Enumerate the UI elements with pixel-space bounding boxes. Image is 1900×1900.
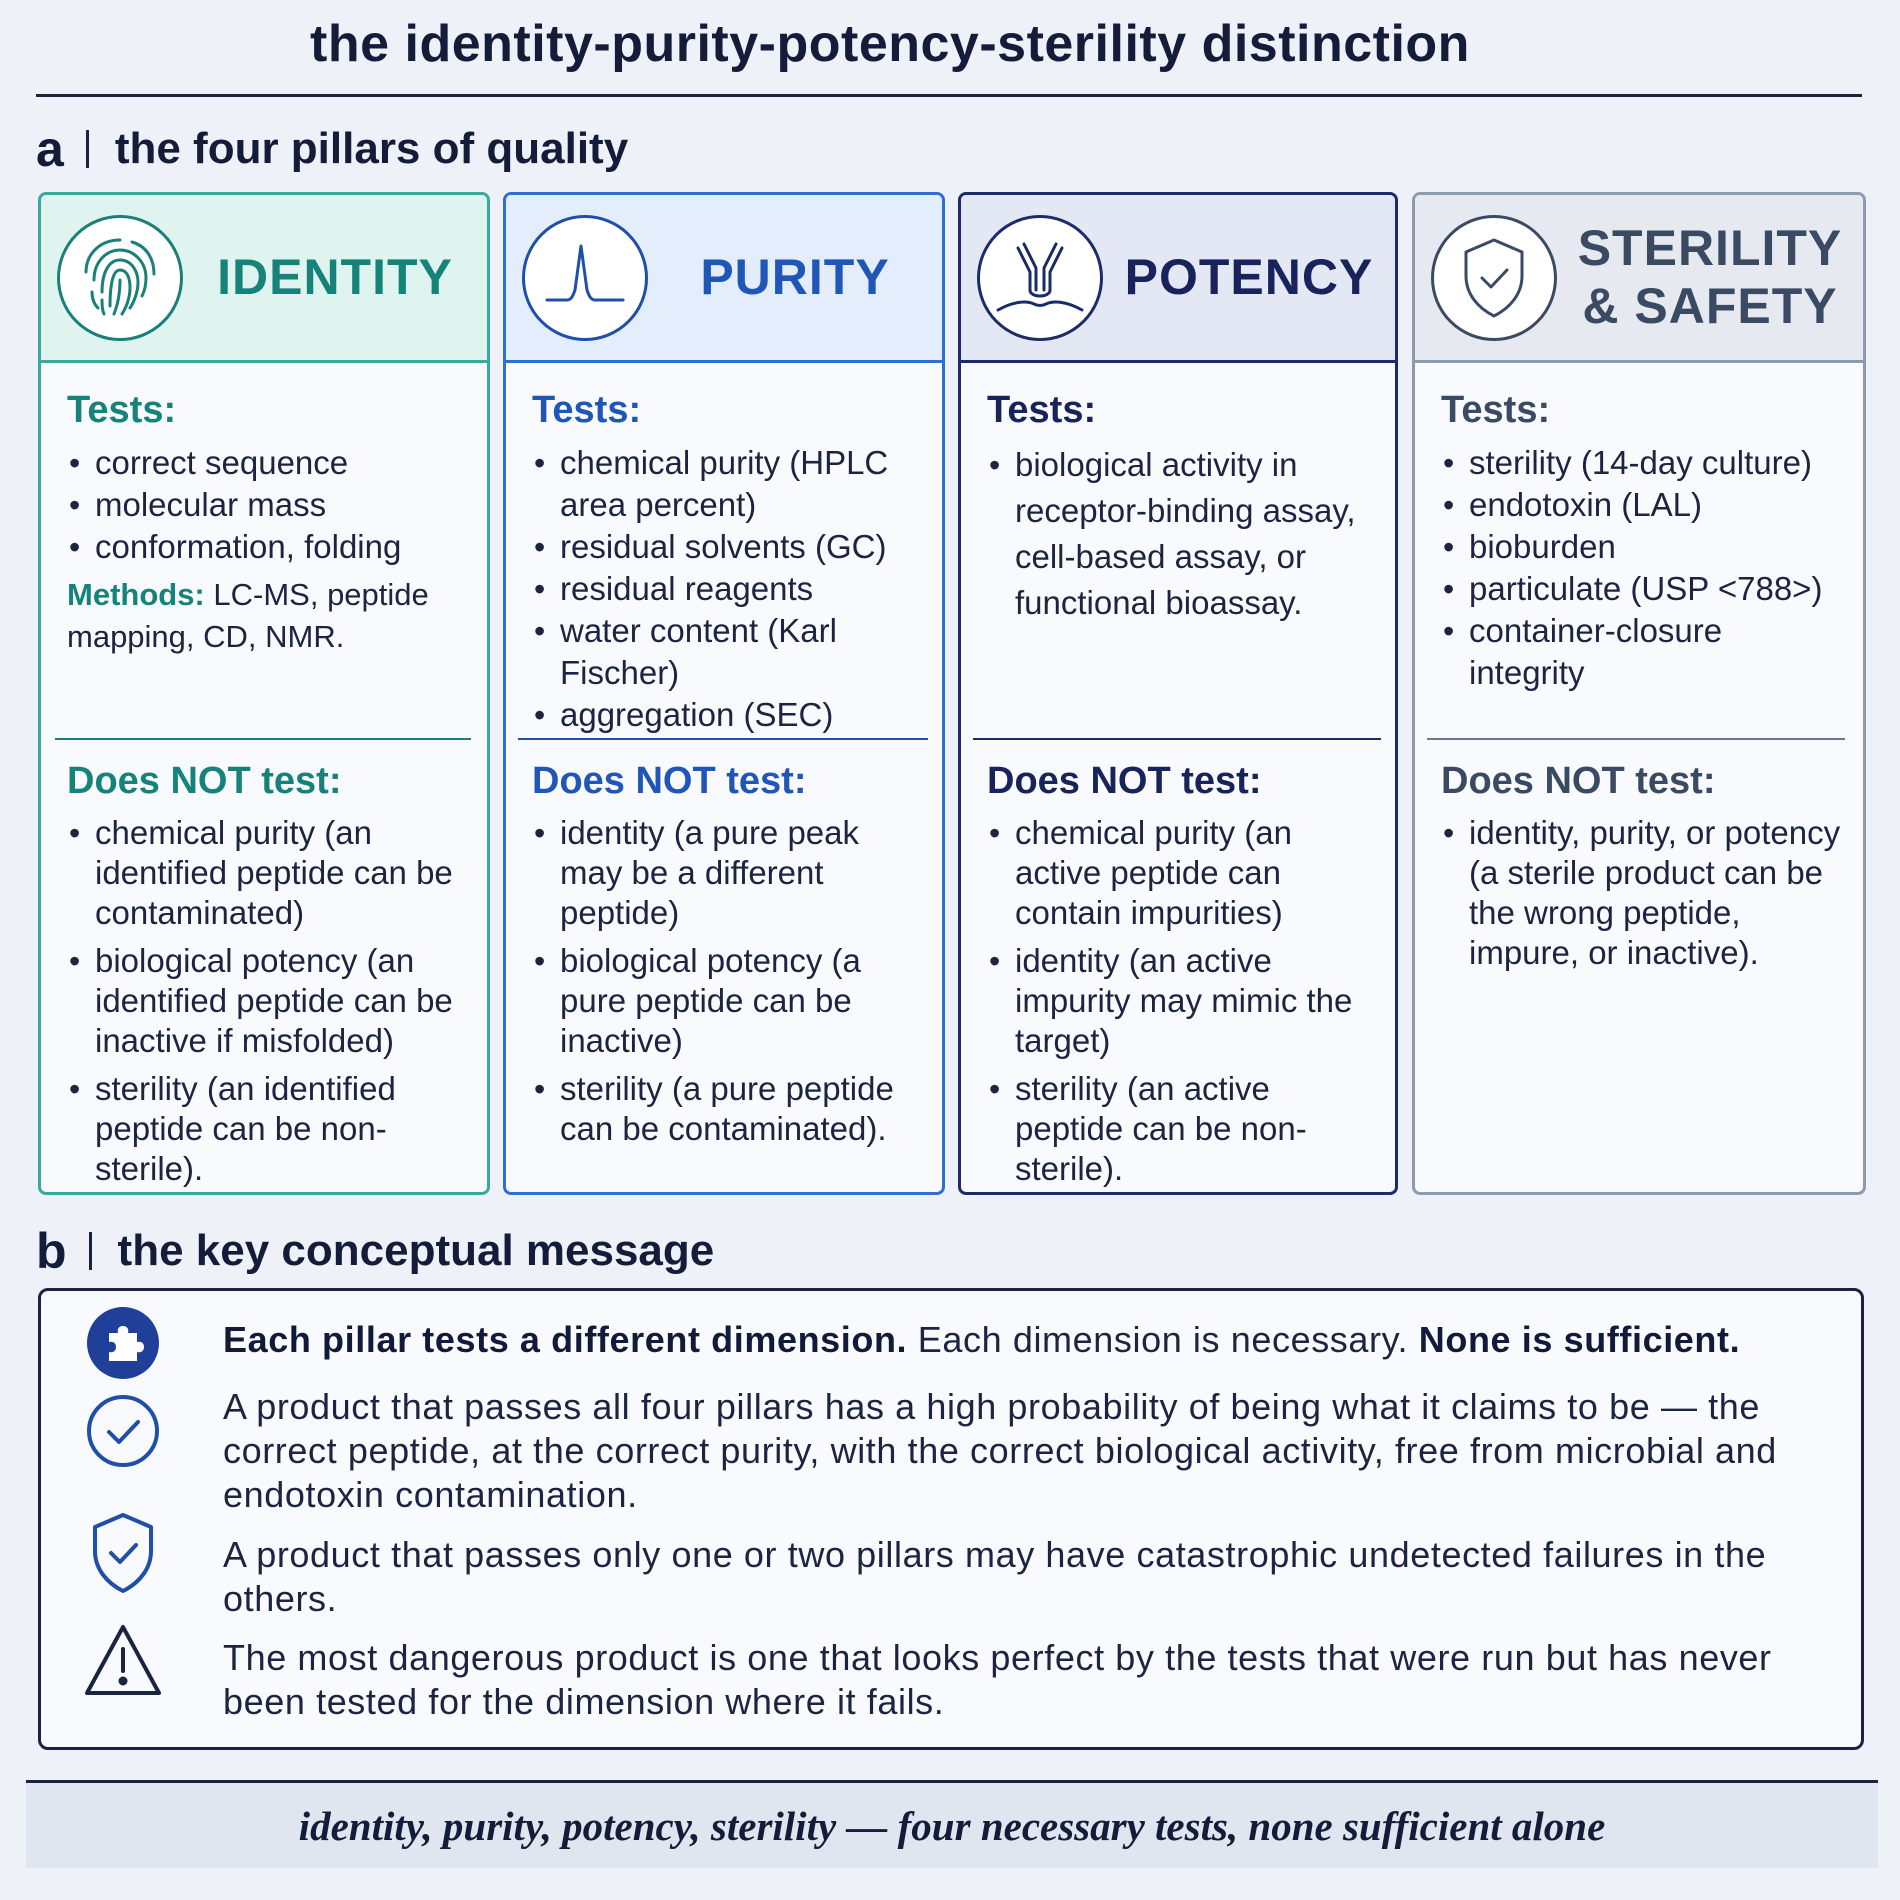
pillar-potency-header [961,195,1395,363]
sterility-not-list [1441,813,1843,973]
pillar-identity [38,192,490,1195]
section-a-heading [36,120,628,178]
list-item: • identity (a pure peak may be a different peptide) [532,813,922,933]
page-title: the identity-purity-potency-sterility distinction [310,15,1470,73]
list-item: • identity, purity, or potency (a sterile product can be the wrong peptide, impure, or inactive). [1441,813,1843,973]
list-item: • sterility (an active peptide can be non-sterile). [987,1069,1375,1189]
puzzle-icon [83,1303,163,1383]
message-line-1-normal: Each dimension is necessary. [917,1319,1409,1360]
purity-tests-label: Tests: [532,389,642,431]
sterility-divider [1427,738,1845,740]
purity-divider [518,738,928,740]
message-line-1-bold-b: None is sufficient. [1418,1319,1741,1360]
list-item: • sterility (a pure peptide can be contaminated). [532,1069,922,1149]
list-item: • identity (an active impurity may mimic the target) [987,941,1375,1061]
section-b-separator [89,1232,92,1270]
message-line-2: A product that passes all four pillars has a high probability of being what it claims to be — the correct peptide, at the correct purity, with the correct biological activity, free from microbial and endotoxin contamination. [223,1386,1777,1515]
fingerprint-icon [57,215,183,341]
pillar-sterility-title-line2: & SAFETY [1582,277,1838,334]
sterility-tests-list [1441,442,1841,694]
purity-not-list [532,813,922,1149]
identity-tests-label: Tests: [67,389,177,431]
potency-tests-list [987,442,1373,626]
list-item: • biological potency (a pure peptide can be inactive) [532,941,922,1061]
pillar-potency-title: POTENCY [1124,248,1374,305]
potency-tests-label: Tests: [987,389,1097,431]
pillar-sterility-safety [1412,192,1866,1195]
pillar-potency [958,192,1398,1195]
list-item: • chemical purity (HPLC area percent) [532,442,920,526]
identity-not-list [67,813,467,1189]
list-item: • residual solvents (GC) [532,526,920,568]
check-circle-icon [83,1391,163,1471]
identity-divider [55,738,471,740]
list-item: • chemical purity (an identified peptide can be contaminated) [67,813,467,933]
shield-check-icon [83,1513,163,1593]
message-line-3: A product that passes only one or two pillars may have catastrophic undetected failures in the others. [223,1534,1767,1619]
pillar-identity-title: IDENTITY [217,248,453,305]
pillar-sterility-header [1415,195,1863,363]
list-item: • biological potency (an identified peptide can be inactive if misfolded) [67,941,467,1061]
list-item: • residual reagents [532,568,920,610]
chromatogram-peak-icon [522,215,648,341]
list-item: • water content (Karl Fischer) [532,610,920,694]
section-a-separator [86,130,89,168]
shield-check-icon [1431,215,1557,341]
warning-icon [83,1621,163,1701]
list-item: • aggregation (SEC) [532,694,920,736]
section-a-letter: a [36,121,64,177]
pillar-identity-header [41,195,487,363]
purity-not-label: Does NOT test: [532,760,807,802]
potency-divider [973,738,1381,740]
section-a-title: the four pillars of quality [114,124,629,173]
key-message-box [38,1288,1864,1750]
list-item: • chemical purity (an active peptide can contain impurities) [987,813,1375,933]
section-b-title: the key conceptual message [117,1226,715,1275]
list-item: • conformation, folding [67,526,465,568]
purity-tests-list [532,442,920,736]
receptor-binding-icon [977,215,1103,341]
sterility-not-label: Does NOT test: [1441,760,1716,802]
pillar-sterility-title-line1: STERILITY [1577,220,1843,276]
message-line-1-bold-a: Each pillar tests a different dimension. [223,1319,908,1360]
potency-not-list [987,813,1375,1189]
list-item: • particulate (USP <788>) [1441,568,1841,610]
list-item: • sterility (an identified peptide can be non-sterile). [67,1069,467,1189]
potency-not-label: Does NOT test: [987,760,1262,802]
message-line-1 [223,1318,1801,1362]
list-item: • correct sequence [67,442,465,484]
identity-methods-label: Methods: [67,577,205,612]
title-divider [36,94,1862,97]
message-line-4: The most dangerous product is one that looks perfect by the tests that were run but has never been tested for the dimension where it fails. [223,1637,1772,1722]
list-item: • biological activity in receptor-binding assay, cell-based assay, or functional bioassay. [987,442,1373,626]
identity-not-label: Does NOT test: [67,760,342,802]
list-item: • endotoxin (LAL) [1441,484,1841,526]
pillar-purity [503,192,945,1195]
identity-tests-list [67,442,465,568]
identity-methods [67,574,465,658]
list-item: • sterility (14-day culture) [1441,442,1841,484]
list-item: • molecular mass [67,484,465,526]
identity-methods-text: LC-MS, peptide mapping, CD, NMR. [67,577,429,654]
list-item: • bioburden [1441,526,1841,568]
sterility-tests-label: Tests: [1441,389,1551,431]
pillar-purity-header [506,195,942,363]
pillar-sterility-title [1557,220,1863,335]
section-b-letter: b [36,1223,67,1279]
list-item: • container-closure integrity [1441,610,1841,694]
footer-summary: identity, purity, potency, sterility — four necessary tests, none sufficient alone [26,1780,1878,1868]
pillar-purity-title: PURITY [700,248,890,305]
section-b-heading [36,1222,714,1280]
